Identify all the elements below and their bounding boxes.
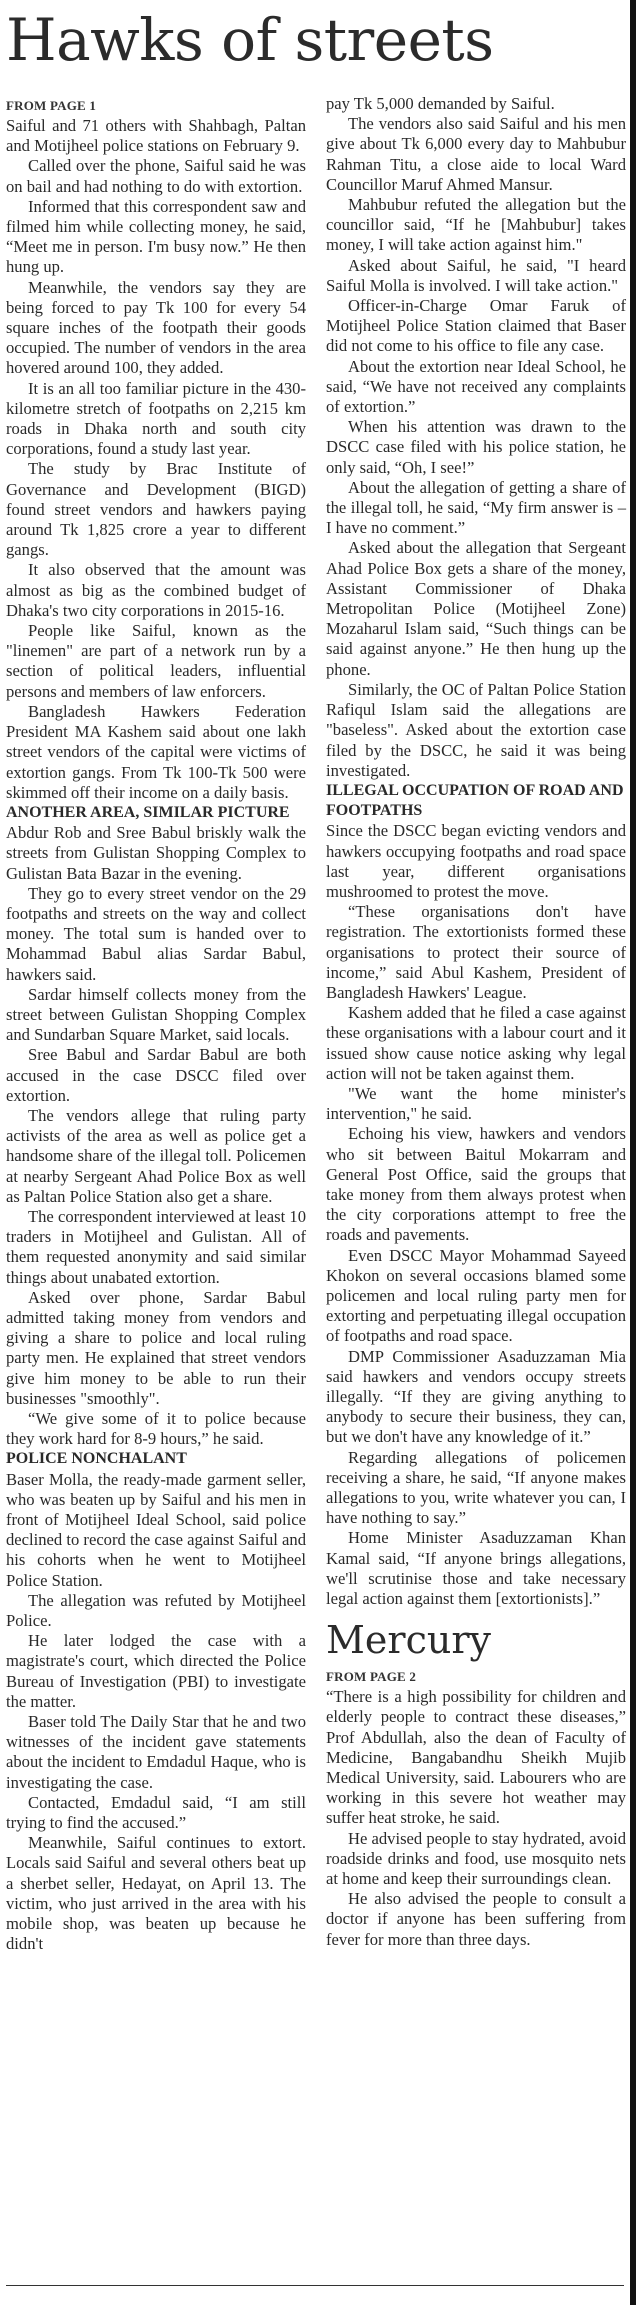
body-paragraph: About the extortion near Ideal School, he said, “We have not received any complaints of extortion.” [326, 356, 626, 417]
headline-mercury: Mercury [326, 1618, 491, 1663]
body-paragraph: “We give some of it to police because they work hard for 8-9 hours,” he said. [6, 1409, 306, 1449]
body-paragraph: He later lodged the case with a magistrate's court, which directed the Police Bureau of Investigation (PBI) to investigate the matter. [6, 1631, 306, 1711]
body-paragraph: It also observed that the amount was almost as big as the combined budget of Dhaka's two city corporations in 2015-16. [6, 560, 306, 620]
body-paragraph: The vendors allege that ruling party activists of the area as well as police get a handsome share of the illegal toll. Policemen at nearby Sergeant Ahad Police Box as well as Paltan Police Station also get a share. [6, 1105, 306, 1206]
body-paragraph: “There is a high possibility for children and elderly people to contract these diseases,” Prof Abdullah, also the dean of Faculty of Medicine, Bangabandhu Sheikh Mujib Medical University, said. Labourers who are working in this severe hot weather may suffer heat stroke, he said. [326, 1687, 626, 1828]
body-paragraph: Baser told The Daily Star that he and two witnesses of the incident gave statements about the incident to Emdadul Haque, who is investigating the case. [6, 1712, 306, 1792]
left-column-body [6, 116, 306, 1954]
jump-kicker: FROM PAGE 1 [6, 98, 97, 113]
jump-kicker-2: FROM PAGE 2 [326, 1669, 417, 1685]
body-paragraph: The correspondent interviewed at least 10 traders in Motijheel and Gulistan. All of them requested anonymity and said similar things about unabated extortion. [6, 1206, 306, 1287]
body-paragraph: Bangladesh Hawkers Federation President MA Kashem said about one lakh street vendors of the capital were victims of extortion gangs. From Tk 100-Tk 500 were skimmed off their income on a daily basis. [6, 701, 306, 802]
page-edge-border [630, 0, 636, 2305]
body-paragraph: The vendors also said Saiful and his men give about Tk 6,000 every day to Mahbubur Rahman Titu, a close aide to local Ward Councillor Maruf Ahmed Mansur. [326, 114, 626, 194]
body-paragraph: Asked over phone, Sardar Babul admitted taking money from vendors and giving a share to police and local ruling party men. He explained that street vendors give him money to be able to run their businesses "smoothly". [6, 1287, 306, 1408]
body-paragraph: He advised people to stay hydrated, avoid roadside drinks and food, use mosquito nets at home and keep their surroundings clean. [326, 1828, 626, 1889]
body-paragraph: Asked about Saiful, he said, "I heard Saiful Molla is involved. I will take action." [326, 255, 626, 295]
body-paragraph: Saiful and 71 others with Shahbagh, Paltan and Motijheel police stations on February 9. [6, 116, 306, 156]
body-paragraph: Mahbubur refuted the allegation but the councillor said, “If he [Mahbubur] takes money, I will take action against him." [326, 195, 626, 255]
body-paragraph: He also advised the people to consult a doctor if anyone has been suffering from fever for more than three days. [326, 1889, 626, 1949]
bottom-divider [6, 2285, 624, 2286]
body-paragraph: Abdur Rob and Sree Babul briskly walk the streets from Gulistan Shopping Complex to Gulistan Bata Bazar in the evening. [6, 823, 306, 883]
body-paragraph: pay Tk 5,000 demanded by Saiful. [326, 94, 555, 113]
body-paragraph: Meanwhile, the vendors say they are being forced to pay Tk 100 for every 54 square inches of the footpath their goods occupied. The number of vendors in the area hovered around 100, they added. [6, 277, 306, 378]
section-subhead: ANOTHER AREA, SIMILAR PICTURE [6, 803, 290, 821]
body-paragraph: Asked about the allegation that Sergeant Ahad Police Box gets a share of the money, Assistant Commissioner of Dhaka Metropolitan Police (Motijheel Zone) Mozaharul Islam said, “Such things can be said against anyone.” He then hung up the phone. [326, 538, 626, 679]
body-paragraph: Called over the phone, Saiful said he was on bail and had nothing to do with extortion. [6, 156, 306, 196]
article-left-column [6, 96, 306, 1954]
body-paragraph: DMP Commissioner Asaduzzaman Mia said hawkers and vendors occupy streets illegally. “If they are giving anything to anybody to secure their business, they can, but we don't have any knowledge of it.” [326, 1346, 626, 1447]
body-paragraph: Similarly, the OC of Paltan Police Station Rafiqul Islam said the allegations are "baseless". Asked about the extortion case filed by the DSCC, he said it was being investigated. [326, 679, 626, 780]
body-paragraph: People like Saiful, known as the "linemen" are part of a network run by a section of political leaders, influential persons and members of law enforcers. [6, 621, 306, 701]
body-paragraph: Home Minister Asaduzzaman Khan Kamal said, “If anyone brings allegations, we'll scrutinise those and take necessary legal action against them [extortionists].” [326, 1528, 626, 1609]
body-paragraph: Even DSCC Mayor Mohammad Sayeed Khokon on several occasions blamed some policemen and local ruling party men for extorting and perpetuating illegal occupation of footpaths and road space. [326, 1245, 626, 1346]
body-paragraph: “These organisations don't have registration. The extortionists formed these organisations to protect their source of income,” said Abul Kashem, President of Bangladesh Hawkers' League. [326, 902, 626, 1002]
headline-hawks-of-streets: Hawks of streets [6, 6, 494, 74]
body-paragraph: Informed that this correspondent saw and filmed him while collecting money, he said, “Meet me in person. I'm busy now.” He then hung up. [6, 196, 306, 277]
body-paragraph: Sree Babul and Sardar Babul are both accused in the case DSCC filed over extortion. [6, 1045, 306, 1105]
body-paragraph: Since the DSCC began evicting vendors and hawkers occupying footpaths and road space last year, different organisations mushroomed to protest the move. [326, 821, 626, 901]
body-paragraph: Meanwhile, Saiful continues to extort. Locals said Saiful and several others beat up a sherbet seller, Hedayat, on April 13. The victim, who just arrived in the area with his mobile shop, was beaten up because he didn't [6, 1833, 306, 1954]
body-paragraph: "We want the home minister's intervention," he said. [326, 1083, 626, 1124]
body-paragraph: Contacted, Emdadul said, “I am still trying to find the accused.” [6, 1792, 306, 1833]
body-paragraph: Regarding allegations of policemen receiving a share, he said, “If anyone makes allegations to you, write whatever you can, I have nothing to say.” [326, 1447, 626, 1528]
section-subhead: POLICE NONCHALANT [6, 1450, 187, 1468]
body-paragraph: They go to every street vendor on the 29 footpaths and streets on the way and collect money. The total sum is handed over to Mohammad Babul alias Sardar Babul, hawkers said. [6, 883, 306, 984]
mercury-body [326, 1687, 626, 1950]
body-paragraph: Kashem added that he filed a case against these organisations with a labour court and it issued show cause notice asking why legal action will not be taken against them. [326, 1003, 626, 1083]
body-paragraph: About the allegation of getting a share of the illegal toll, he said, “My firm answer is – I have no comment.” [326, 477, 626, 538]
body-paragraph: Echoing his view, hawkers and vendors who sit between Baitul Mokarram and General Post Office, said the groups that take money from them always protest when the city corporations attempt to free the roads and pavements. [326, 1124, 626, 1245]
body-paragraph: When his attention was drawn to the DSCC case filed with his police station, he only said, “Oh, I see!” [326, 417, 626, 477]
body-paragraph: Officer-in-Charge Omar Faruk of Motijheel Police Station claimed that Baser did not come to his office to file any case. [326, 296, 626, 356]
body-paragraph: Baser Molla, the ready-made garment seller, who was beaten up by Saiful and his men in front of Motijheel Ideal School, said police declined to record the case against Saiful and his cohorts when he went to Motijheel Police Station. [6, 1469, 306, 1590]
body-paragraph: The allegation was refuted by Motijheel Police. [6, 1590, 306, 1631]
body-paragraph: It is an all too familiar picture in the 430-kilometre stretch of footpaths on 2,215 km roads in Dhaka north and south city corporations, found a study last year. [6, 378, 306, 459]
body-paragraph: Sardar himself collects money from the street between Gulistan Shopping Complex and Sundarban Square Market, said locals. [6, 984, 306, 1045]
right-column-body [326, 94, 626, 1609]
article-right-column [326, 94, 626, 1950]
body-paragraph: The study by Brac Institute of Governance and Development (BIGD) found street vendors and hawkers paying around Tk 1,825 crore a year to different gangs. [6, 459, 306, 560]
section-subhead: ILLEGAL OCCUPATION OF ROAD AND FOOTPATHS [326, 781, 624, 820]
